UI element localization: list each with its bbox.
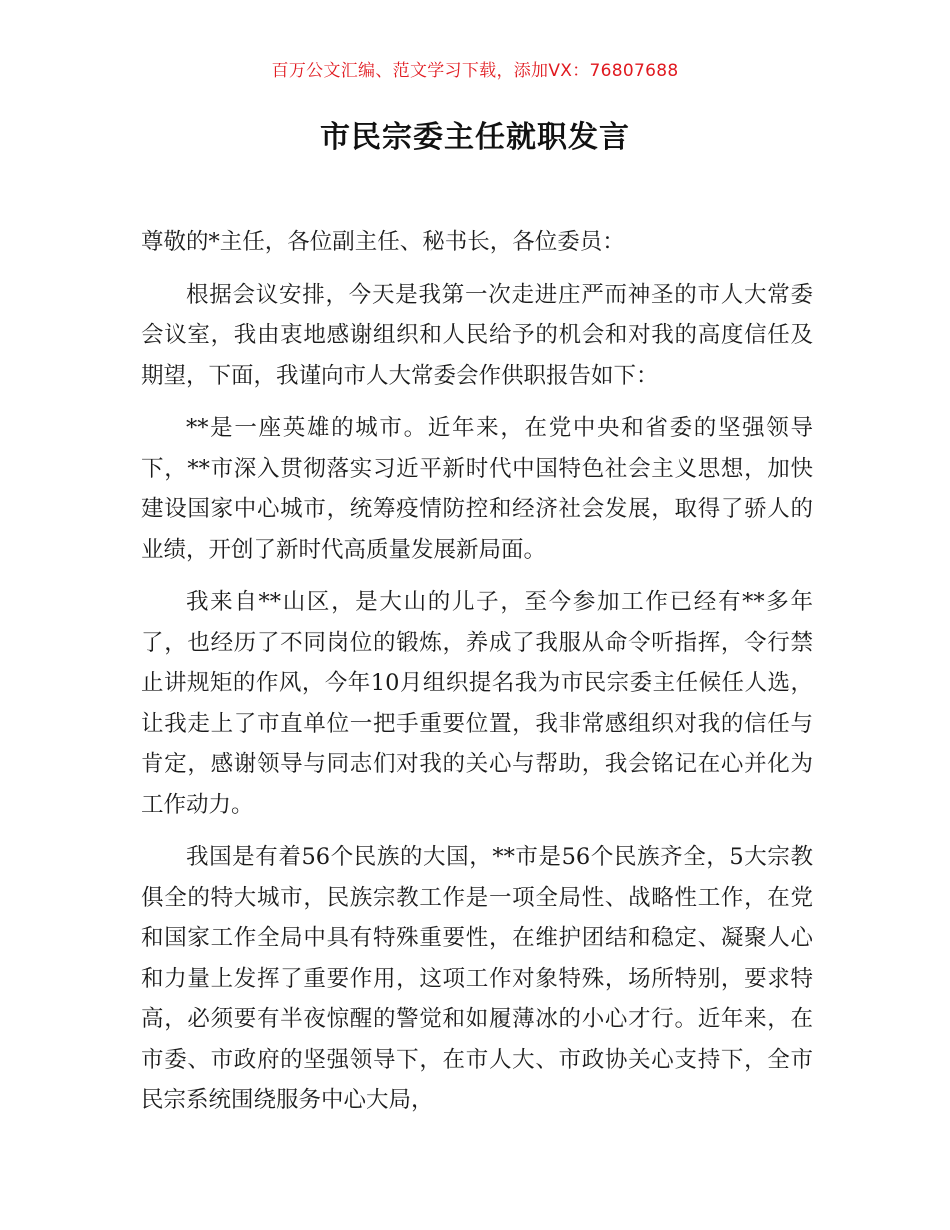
document-title: 市民宗委主任就职发言 — [320, 120, 630, 155]
watermark-banner: 百万公文汇编、范文学习下载，添加VX：76807688 — [271, 61, 679, 81]
paragraph-3: 我来自**山区，是大山的儿子，至今参加工作已经有**多年了，也经历了不同岗位的锻炼，养成了我服从命令听指挥，令行禁止讲规矩的作风，今年10月组织提名我为市民宗委主任候任人选，让我走上了市直单位一把手重要位置，我非常感组织对我的信任与肯定，感谢领导与同志们对我的关心与帮助，我会铭记在心并化为工作动力。 — [141, 589, 813, 818]
document-body — [141, 222, 813, 1133]
paragraph-2: **是一座英雄的城市。近年来，在党中央和省委的坚强领导下，**市深入贯彻落实习近平新时代中国特色社会主义思想，加快建设国家中心城市，统筹疫情防控和经济社会发展，取得了骄人的业绩，开创了新时代高质量发展新局面。 — [141, 415, 813, 563]
salutation: 尊敬的*主任，各位副主任、秘书长，各位委员： — [141, 229, 625, 255]
paragraph-1: 根据会议安排，今天是我第一次走进庄严而神圣的市人大常委会议室，我由衷地感谢组织和人民给予的机会和对我的高度信任及期望，下面，我谨向市人大常委会作供职报告如下： — [141, 281, 813, 389]
paragraph-4: 我国是有着56个民族的大国，**市是56个民族齐全，5大宗教俱全的特大城市，民族宗教工作是一项全局性、战略性工作，在党和国家工作全局中具有特殊重要性，在维护团结和稳定、凝聚人心和力量上发挥了重要作用，这项工作对象特殊，场所特别，要求特高，必须要有半夜惊醒的警觉和如履薄冰的小心才行。近年来，在市委、市政府的坚强领导下，在市人大、市政协关心支持下，全市民宗系统围绕服务中心大局， — [141, 844, 813, 1113]
